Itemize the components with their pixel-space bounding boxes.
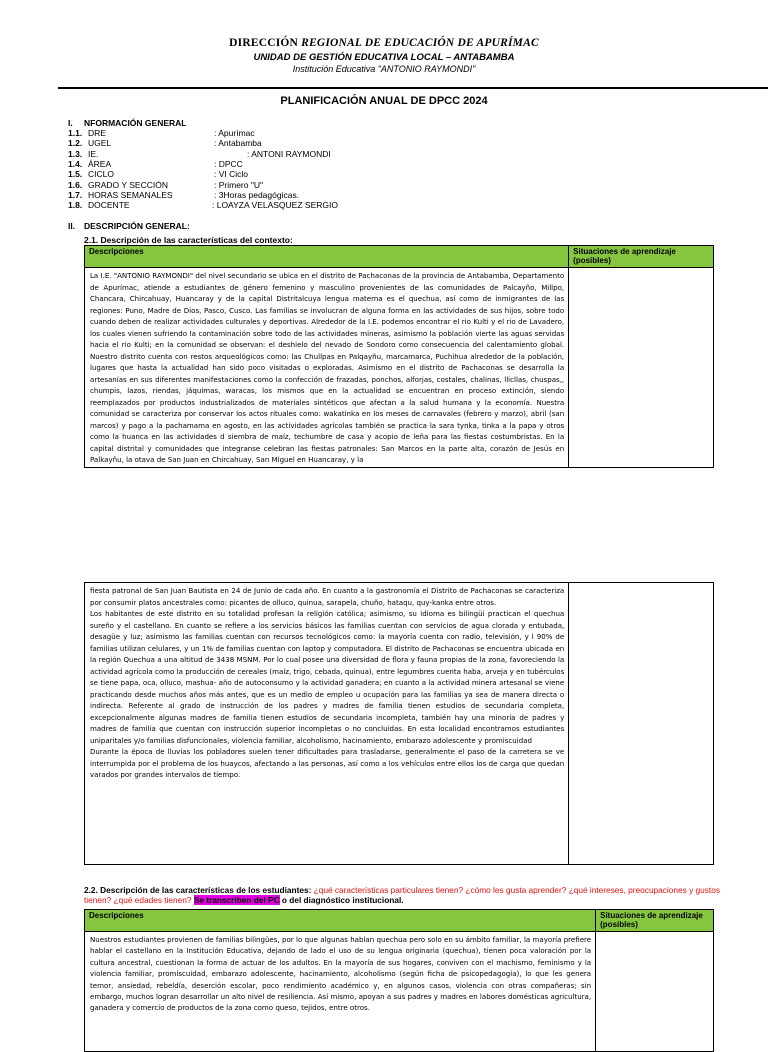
subsection-2-1-title: 2.1. Descripción de las características del contexto: bbox=[84, 235, 293, 245]
info-row-number: 1.1. bbox=[68, 128, 83, 138]
info-row-number: 1.8. bbox=[68, 200, 83, 211]
students-situations-header: Situaciones de aprendizaje (posibles) bbox=[596, 910, 714, 932]
info-row-value: : Antabamba bbox=[214, 138, 262, 149]
descriptions-header: Descripciones bbox=[85, 246, 569, 268]
population-paragraph: Los habitantes de este distrito en su totalidad profesan la religión católica; asimismo, su idioma es bilingüi practican el quechua sureño y el castellano. En cuanto se refiere a los servicios básicos las familias cuentan con servicios de agua clorada y entubada, desagüe y luz; asimismo las familias cuentan con recursos tecnológicos como: la mayoría cuenta con radio, televisión, y l 90% de familias utilizan celulares, y un 1% de familias cuentan con laptop y computadora. El distrito de Pachaconas se encuentra ubicada en la región Quechua a una altitud de 3438 MSNM. Por lo cual posee una diversidad de flora y fauna propias de la zona, favoreciendo la actividad agrícola como la producción de cereales (maíz, trigo, cebada, quinua), entre legumbres cuenta haba, arveja y en tubérculos se tiene papa, oca, olluco, mashua- año de autoconsumo y la actividad ganadera; en cuanto a la actividad minera artesanal se viene practicando desde muchos años más antes, que es un medio de empleo u ocupación para las familias ya sea de manera directa o indirecta. Referente al grado de instrucción de los padres y madres de familia tienen estudios de secundaria completa, excepcionalmente algunas madres de familia tienen estudios de secundaria incompleta, también hay una minoría de padres y madres de familia que cuentan con instrucción superior incompletas o no concluidas. En esta localidad encontramos estudiantes uniparitales y/o familias disfuncionales, violencia familiar, alcoholismo, hacinamiento, embarazo adolescente y promiscuidad bbox=[90, 609, 565, 745]
header-divider bbox=[58, 87, 768, 89]
page-title: PLANIFICACIÓN ANUAL DE DPCC 2024 bbox=[280, 95, 488, 107]
info-row-value: : Apurímac bbox=[214, 128, 255, 138]
students-description-cell bbox=[85, 932, 596, 1052]
info-row-number: 1.7. bbox=[68, 189, 83, 200]
info-row-value: : VI Ciclo bbox=[214, 169, 249, 180]
students-table bbox=[84, 909, 714, 1052]
context-description-cell bbox=[85, 268, 569, 468]
context-description-cell-continued bbox=[85, 583, 569, 865]
subsection-2-2-label: 2.2. Descripción de las características de los estudiantes: bbox=[84, 885, 312, 895]
info-row-label: HORAS SEMANALES bbox=[88, 189, 173, 200]
info-row-value: : 3Horas pedagógicas. bbox=[214, 189, 300, 200]
section2-number: II. bbox=[68, 221, 76, 231]
gastronomy-paragraph: fiesta patronal de San Juan Bautista en 24 de Junio de cada año. En cuanto a la gastronomía el Distrito de Pachaconas se caracteriza por consumir platos ancestrales como: picantes de olluco, quinua, sarapela, chuño, hataqu, quy-kanka entre otros. bbox=[90, 586, 565, 607]
info-row-number: 1.5. bbox=[68, 169, 83, 180]
section1-number: I. bbox=[68, 118, 73, 128]
students-descriptions-header: Descripciones bbox=[85, 910, 596, 932]
info-row-value: : DPCC bbox=[214, 158, 243, 169]
info-row-label: CICLO bbox=[88, 169, 114, 180]
info-row-value: : LOAYZA VELASQUEZ SERGIO bbox=[212, 200, 338, 211]
learning-situations-cell-continued[interactable] bbox=[569, 583, 714, 865]
info-row-number: 1.3. bbox=[68, 148, 83, 159]
info-row-label: DRE bbox=[88, 128, 106, 138]
students-situations-cell[interactable] bbox=[596, 932, 714, 1052]
info-row-label: ÁREA bbox=[88, 158, 112, 169]
institution-heading: Institución Educativa "ANTONIO RAYMONDI" bbox=[292, 64, 476, 74]
highlight-note: Se transcriben del PC bbox=[193, 895, 280, 905]
subsection-2-2-suffix: o del diagnóstico institucional. bbox=[279, 895, 404, 905]
info-row-label: IE. bbox=[88, 148, 99, 159]
directorate-heading: DIRECCIÓN REGIONAL DE EDUCACIÓN DE APURÍMAC bbox=[229, 37, 539, 49]
guiding-questions: ¿qué características particulares tienen? ¿cómo les gusta aprender? ¿qué intereses, preocupaciones y gustos tienen? ¿qué edades tienen? bbox=[84, 885, 720, 905]
context-description-text: La I.E. "ANTONIO RAYMONDI" del nivel secundario se ubica en el distrito de Pachaconas de la provincia de Antabamba, Departamento de Apurímac, atiende a estudiantes de género femenino y masculino provenientes de las comunidades de Palcayño, Millpo, Chancara, Chircahuay, Huancaray y de la capital Distritalcuya lengua materna es el quechua, así como de inmigrantes de las regiones: Puno, Madre de Dios, Pasco, Cusco. Las familias se involucran de alguna forma en las actividades de sus hijos, sobre todo cuando deben de realizar actividades culturales y deportivas. Alrededor de la I.E. podemos encontrar el rio Kulti y el rio de Lavadero, los cuales vienen sufriendo la contaminación sobre todo de las actividades mineras, asimismo la población vierte las aguas servidas hacia el rio Kulti; en la comunidad se observan: el deshielo del nevado de Sondoro como consecuencia del calentamiento global. Nuestro distrito cuenta con restos arqueológicos como: las Chullpas en Palqayñu, marcamarca, Puchihua alrededor de la población, lugares que hasta la actualidad han sido poco visitadas o exploradas. Asimismo en el distrito de Pachaconas se desarrolla la artesanías en sus diferentes manifestaciones como la confección de frazadas, ponchos, alforjas, costales, chalinas, llicllas, chuspas,, chumpis, lazos, riendas, jáquimas, waracas, los mismos que en la actualidad se encuentran en proceso extinción, siendo reemplazados por productos industrializados de materiales sintéticos que afectan a la salud humana y la economía. Nuestra comunidad se caracteriza por conservar los actos rituales como: wakatinka en los meses de carnavales (febrero y marzo), abril (san marcos) y pago a la pachamama en agosto, en las actividades agrícolas también se practica la sara tynka, tinka a la papa y otros como la huanca en las actividades d siembra de maíz, techumbre de casa y acopio de leña para las fiestas costumbristas. En la capital distrital y comunidades que integranse celebran las fiestas patronales: San Marcos en la parte alta, corazón de Jesús en Palkayñu, la otava de San Juan en Chircahuay, San Miguel en Huancaray, y la bbox=[90, 271, 565, 464]
info-row-value: : ANTONI RAYMONDI bbox=[247, 148, 331, 159]
section2-title: DESCRIPCIÓN GENERAL: bbox=[84, 221, 190, 231]
info-row-label: UGEL bbox=[88, 138, 112, 149]
info-row-number: 1.6. bbox=[68, 179, 83, 190]
info-row-number: 1.2. bbox=[68, 138, 83, 149]
learning-situations-cell[interactable] bbox=[569, 268, 714, 468]
section1-title: NFORMACIÓN GENERAL bbox=[84, 118, 187, 128]
info-row-number: 1.4. bbox=[68, 158, 83, 169]
context-table-continued bbox=[84, 582, 714, 865]
info-row-label: DOCENTE bbox=[88, 200, 130, 211]
students-description-text: Nuestros estudiantes provienen de familias bilingües, por lo que algunas hablan quechua pero solo en su ámbito familiar, la mayoría prefiere hablar el castellano en la Institución Educativa, dejando de lado el uso de su lengua originaria (quechua), tienen poca valoración por la cultura ancestral, cuestionan la forma de actuar de los adultos. En la mayoría de sus hogares, conviven con el machismo, feminismo y la violencia familiar, promiscuidad, embarazo adolescente, hacinamiento, alcoholismo (según ficha de psicopedagogía), lo que les genera temor, ansiedad, rebeldía, deserción escolar, poco rendimiento académico y, en algunos casos, violencia con otras compañeras; sin embargo, muchos logran desarrollar un alto nivel de resiliencia. Así mismo, apoyan a sus padres y madres en labores domésticas agricultura, ganadera y comercio de productos de la zona como queso, tejidos, entre otros. bbox=[90, 935, 592, 1013]
learning-situations-header: Situaciones de aprendizaje (posibles) bbox=[569, 246, 714, 268]
context-table bbox=[84, 245, 714, 468]
info-row-label: GRADO Y SECCIÓN bbox=[88, 179, 168, 190]
context-description-text-continued bbox=[85, 583, 568, 861]
ugel-heading: UNIDAD DE GESTIÓN EDUCATIVA LOCAL – ANTABAMBA bbox=[253, 52, 515, 63]
rainy-season-paragraph: Durante la época de lluvias los pobladores suelen tener dificultades para trasladarse, generalmente el paso de la carretera se ve interrumpida por el problema de los huaycos, afectando a las personas, así como a los vehículos entre ellos los de carga que quedan varados por grandes intervalos de tiempo. bbox=[90, 747, 565, 779]
info-row-value: : Primero "U" bbox=[214, 179, 264, 190]
subsection-2-2-title bbox=[84, 885, 724, 905]
